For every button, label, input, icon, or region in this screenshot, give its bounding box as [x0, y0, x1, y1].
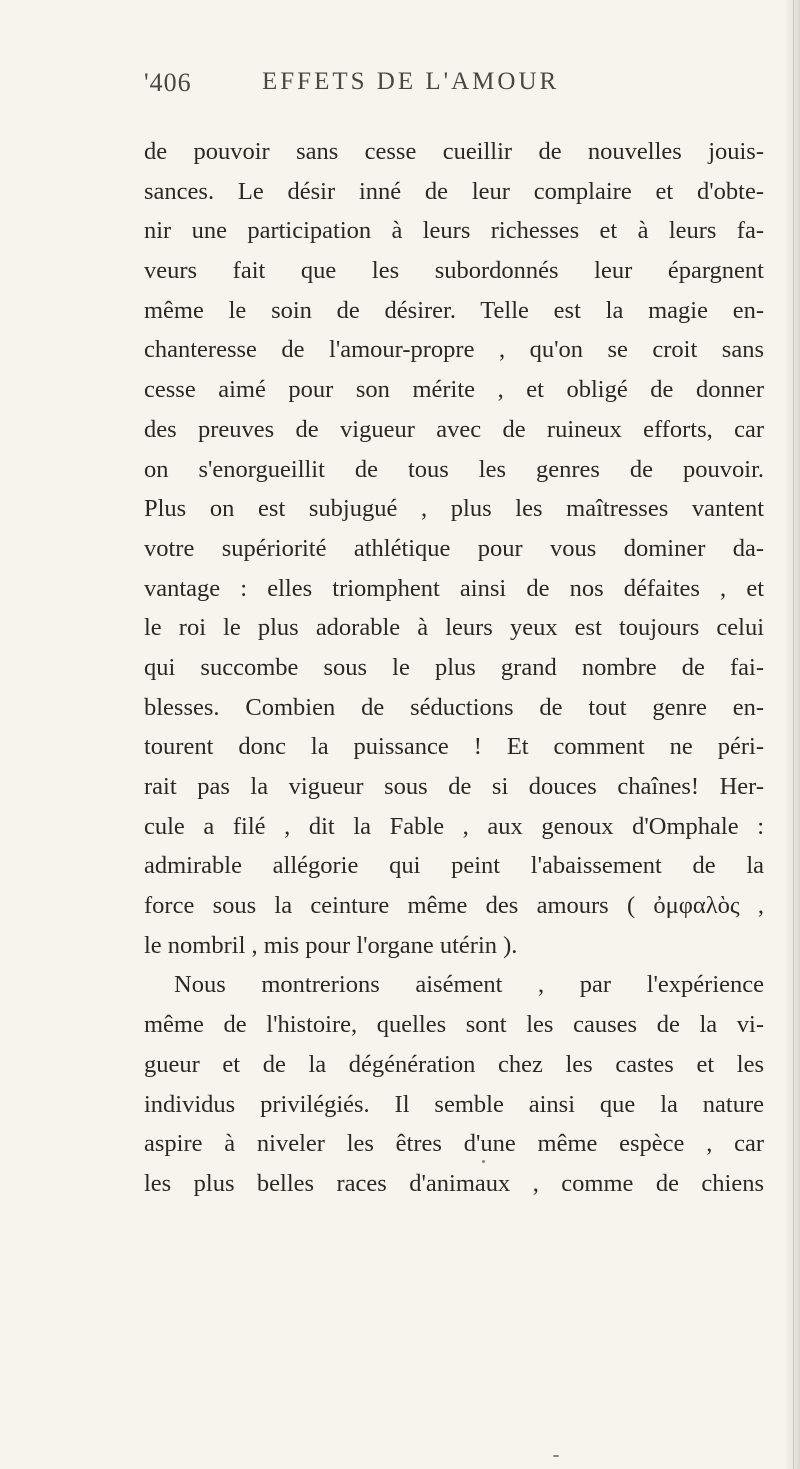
text-line: rait pas la vigueur sous de si douces chaînes! Her- [144, 773, 764, 800]
text-line: même de l'histoire, quelles sont les causes de la vi- [144, 1011, 764, 1039]
text-line: le roi le plus adorable à leurs yeux est toujours celui [144, 614, 764, 642]
page-edge-line [793, 0, 794, 1469]
text-line: sances. Le désir inné de leur complaire et d'obte- [144, 177, 764, 205]
text-line: blesses. Combien de séductions de tout genre en- [144, 693, 764, 721]
text-line: les plus belles races d'animaux , comme de chiens [144, 1169, 764, 1197]
running-head: EFFETS DE L'AMOUR [262, 68, 560, 95]
text-line: votre supériorité athlétique pour vous dominer da- [144, 534, 764, 562]
text-line: aspire à niveler les êtres d'une même espèce , car [144, 1130, 764, 1158]
text-line: veurs fait que les subordonnés leur épargnent [144, 257, 764, 285]
text-line: tourent donc la puissance ! Et comment ne péri- [144, 733, 764, 761]
text-line: le nombril , mis pour l'organe utérin ). [144, 931, 518, 959]
text-line: des preuves de vigueur avec de ruineux efforts, car [144, 415, 764, 443]
paper-speck [482, 1160, 485, 1163]
text-line: qui succombe sous le plus grand nombre de fai- [144, 653, 764, 681]
text-line: on s'enorgueillit de tous les genres de pouvoir. [144, 455, 764, 483]
text-line: même le soin de désirer. Telle est la magie en- [144, 296, 764, 324]
text-line: cule a filé , dit la Fable , aux genoux d'Omphale : [144, 812, 764, 840]
text-line: force sous la ceinture même des amours ( ὀμφαλὸς , [144, 892, 764, 920]
text-line: vantage : elles triomphent ainsi de nos défaites , et [144, 574, 764, 602]
text-line: individus privilégiés. Il semble ainsi que la nature [144, 1090, 764, 1118]
text-line: cesse aimé pour son mérite , et obligé de donner [144, 376, 764, 404]
paper-speck [553, 1455, 559, 1457]
text-line: gueur et de la dégénération chez les castes et les [144, 1050, 764, 1078]
text-line: Plus on est subjugué , plus les maîtresses vantent [144, 495, 764, 523]
text-line: de pouvoir sans cesse cueillir de nouvelles jouis- [144, 138, 764, 165]
text-line: nir une participation à leurs richesses et à leurs fa- [144, 217, 764, 245]
page-header [144, 68, 704, 108]
page-number: '406 [144, 68, 192, 97]
text-line: chanteresse de l'amour-propre , qu'on se croit sans [144, 336, 764, 364]
body-text [144, 132, 764, 1204]
text-line: Nous montrerions aisément , par l'expérience [174, 971, 764, 999]
text-line: admirable allégorie qui peint l'abaissement de la [144, 852, 764, 880]
